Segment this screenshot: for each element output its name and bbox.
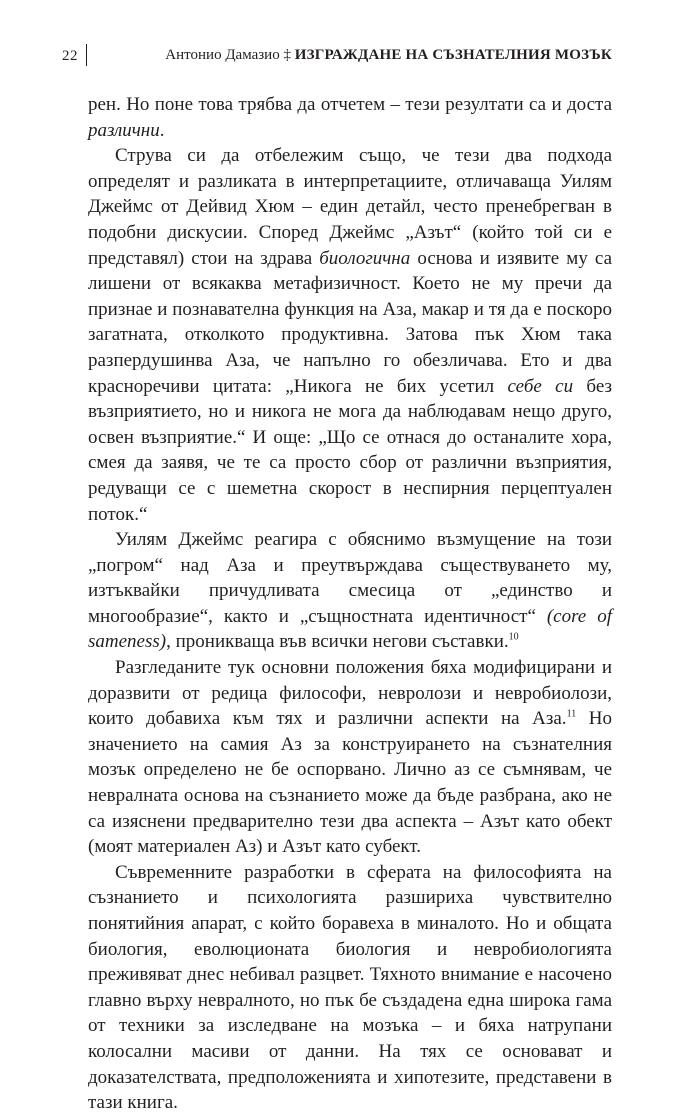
- italic-run: себе си: [507, 375, 574, 397]
- text-run: , проникваща във всички негови съставки.: [166, 631, 509, 653]
- paragraph: [88, 527, 612, 655]
- paragraph: [88, 143, 612, 527]
- header-divider: [86, 44, 87, 66]
- paragraph-continuation: [88, 92, 612, 143]
- italic-run: (core of sameness): [88, 605, 612, 653]
- text-run: основа и изявите му са лишени от всякаква метафизичност. Което не му пречи да признае и познавателна функция на Аза, макар и тя да е поскоро загатната, отколкото продуктивна. Затова пък Хюм така разпердушинва Аза, че напълно го обезличава. Ето и два красноречиви цитата: „Никога не бих усетил: [88, 247, 613, 397]
- footnote-ref: 11: [566, 708, 577, 720]
- author-name: Антонио Дамазио: [165, 47, 280, 63]
- text-run: Струва си да отбележим също, че тези два подхода определят и разликата в интерпретациите, отличаваща Уилям Джеймс от Дейвид Хюм – един детайл, често пренебрегван в подобни дискусии. Според Джеймс „Азът“ (който той си е представял) стои на здрава: [88, 145, 612, 269]
- header-separator-glyph: ‡: [283, 47, 291, 63]
- italic-run: различни: [88, 119, 160, 141]
- book-title: ИЗГРАЖДАНЕ НА СЪЗНАТЕЛНИЯ МОЗЪК: [294, 47, 612, 63]
- paragraph: [88, 860, 612, 1116]
- text-run: Уилям Джеймс реагира с обяснимо възмущение на този „погром“ над Аза и преутвърждава съществуването му, изтъквайки причудливата смесица от „единство и многообразие“, както и „същностната идентичност“: [88, 529, 612, 627]
- text-run: рен. Но поне това трябва да отчетем – тези резултати са и доста: [88, 94, 612, 115]
- text-run: .: [159, 119, 165, 141]
- footnote-ref: 10: [508, 632, 519, 644]
- running-header: [62, 44, 612, 68]
- text-run: Разгледаните тук основни положения бяха модифицирани и доразвити от редица философи, невролози и невробиолози, които добавиха към тях и различни аспекти на Аза.: [88, 657, 612, 730]
- paragraph: [88, 655, 612, 860]
- italic-run: биологична: [319, 247, 411, 269]
- page-number: 22: [62, 48, 78, 64]
- text-run: Но значението на самия Аз за конструирането на съзнателния мозък определено не бе оспорвано. Лично аз се съмнявам, че невралната основа на съзнанието може да бъде разбрана, ако не са изяснени предварително тези два аспекта – Азът като обект (моят материален Аз) и Азът като субект.: [88, 708, 612, 858]
- text-run: без възприятието, но и никога не мога да наблюдавам нещо друго, освен възприятие.“ И още: „Що се отнася до останалите хора, смея да заявя, че те са просто сбор от различни възприятия, редуващи се с шеметна скорост в неспирния перцептуален поток.“: [88, 375, 612, 525]
- body-text: [88, 92, 612, 1116]
- text-run: Съвременните разработки в сферата на философията на съзнанието и психологията разшириха чувствително понятийния апарат, с който боравеха в миналото. Но и общата биология, еволюционата биология и невробиологията преживяват днес небивал разцвет. Тяхното внимание е насочено главно върху невралното, но пък бе създадена една широка гама от техники за изследване на мозъка – и бяха натрупани колосални масиви от данни. На тях се основават и доказателствата, предположенията и хипотезите, представени в тази книга.: [88, 861, 612, 1114]
- running-head: [165, 47, 612, 64]
